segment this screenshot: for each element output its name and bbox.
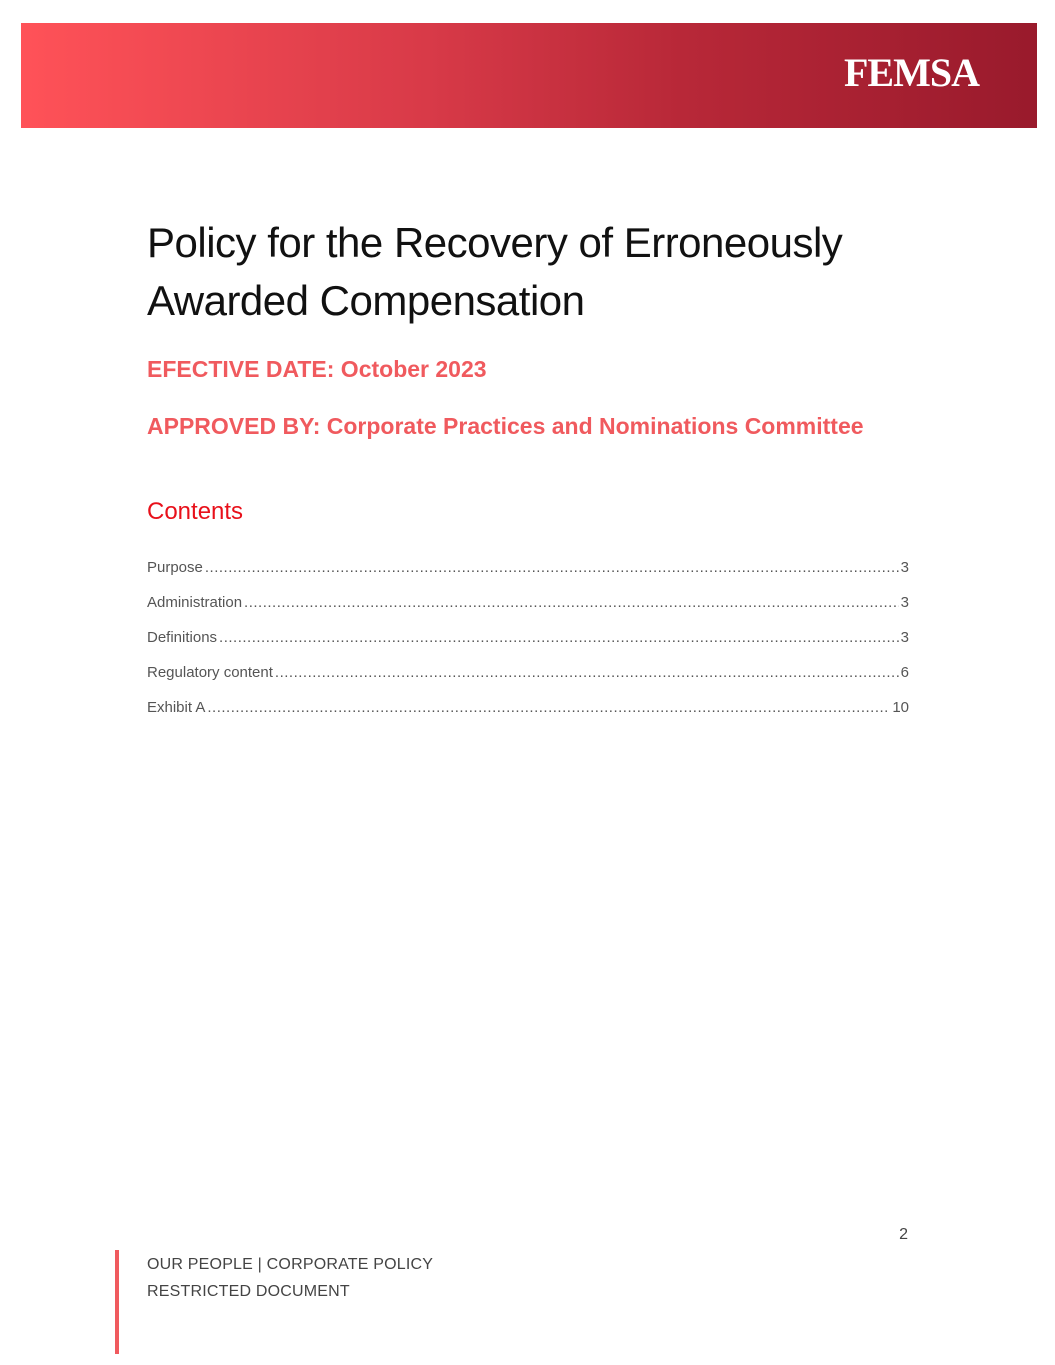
toc-dot-leader: [219, 620, 899, 655]
toc-item-page: 6: [900, 664, 909, 681]
toc-item-page: 3: [900, 629, 909, 646]
effective-date: EFECTIVE DATE: October 2023: [147, 356, 487, 382]
toc-item-page: 10: [892, 699, 909, 716]
footer: [147, 1251, 433, 1305]
toc-item-definitions[interactable]: [147, 620, 909, 655]
toc-item-page: 3: [900, 559, 909, 576]
toc-item-label: Exhibit A: [147, 699, 206, 716]
footer-line-2: RESTRICTED DOCUMENT: [147, 1283, 350, 1300]
title-line-2: Awarded Compensation: [147, 277, 585, 324]
toc-dot-leader: [207, 690, 890, 725]
toc-item-label: Administration: [147, 594, 243, 611]
toc-item-label: Purpose: [147, 559, 203, 576]
toc-item-label: Regulatory content: [147, 664, 273, 681]
approved-by: APPROVED BY: Corporate Practices and Nominations Committee: [147, 413, 864, 439]
table-of-contents: [147, 550, 909, 725]
toc-item-regulatory-content[interactable]: [147, 655, 909, 690]
toc-item-label: Definitions: [147, 629, 218, 646]
toc-dot-leader: [244, 585, 899, 620]
footer-line-1: OUR PEOPLE | CORPORATE POLICY: [147, 1256, 434, 1273]
page-number: 2: [899, 1226, 908, 1243]
header-banner: [21, 23, 1037, 128]
page-title: [147, 214, 909, 330]
title-line-1: Policy for the Recovery of Erroneously: [147, 219, 843, 266]
femsa-logo: FEMSA: [844, 50, 979, 95]
toc-heading: Contents: [147, 498, 244, 525]
toc-item-administration[interactable]: [147, 585, 909, 620]
toc-dot-leader: [205, 550, 899, 585]
main-content: [147, 214, 909, 725]
toc-item-purpose[interactable]: [147, 550, 909, 585]
toc-item-page: 3: [900, 594, 909, 611]
toc-dot-leader: [275, 655, 899, 690]
footer-accent-bar: [115, 1250, 119, 1354]
toc-item-exhibit-a[interactable]: [147, 690, 909, 725]
